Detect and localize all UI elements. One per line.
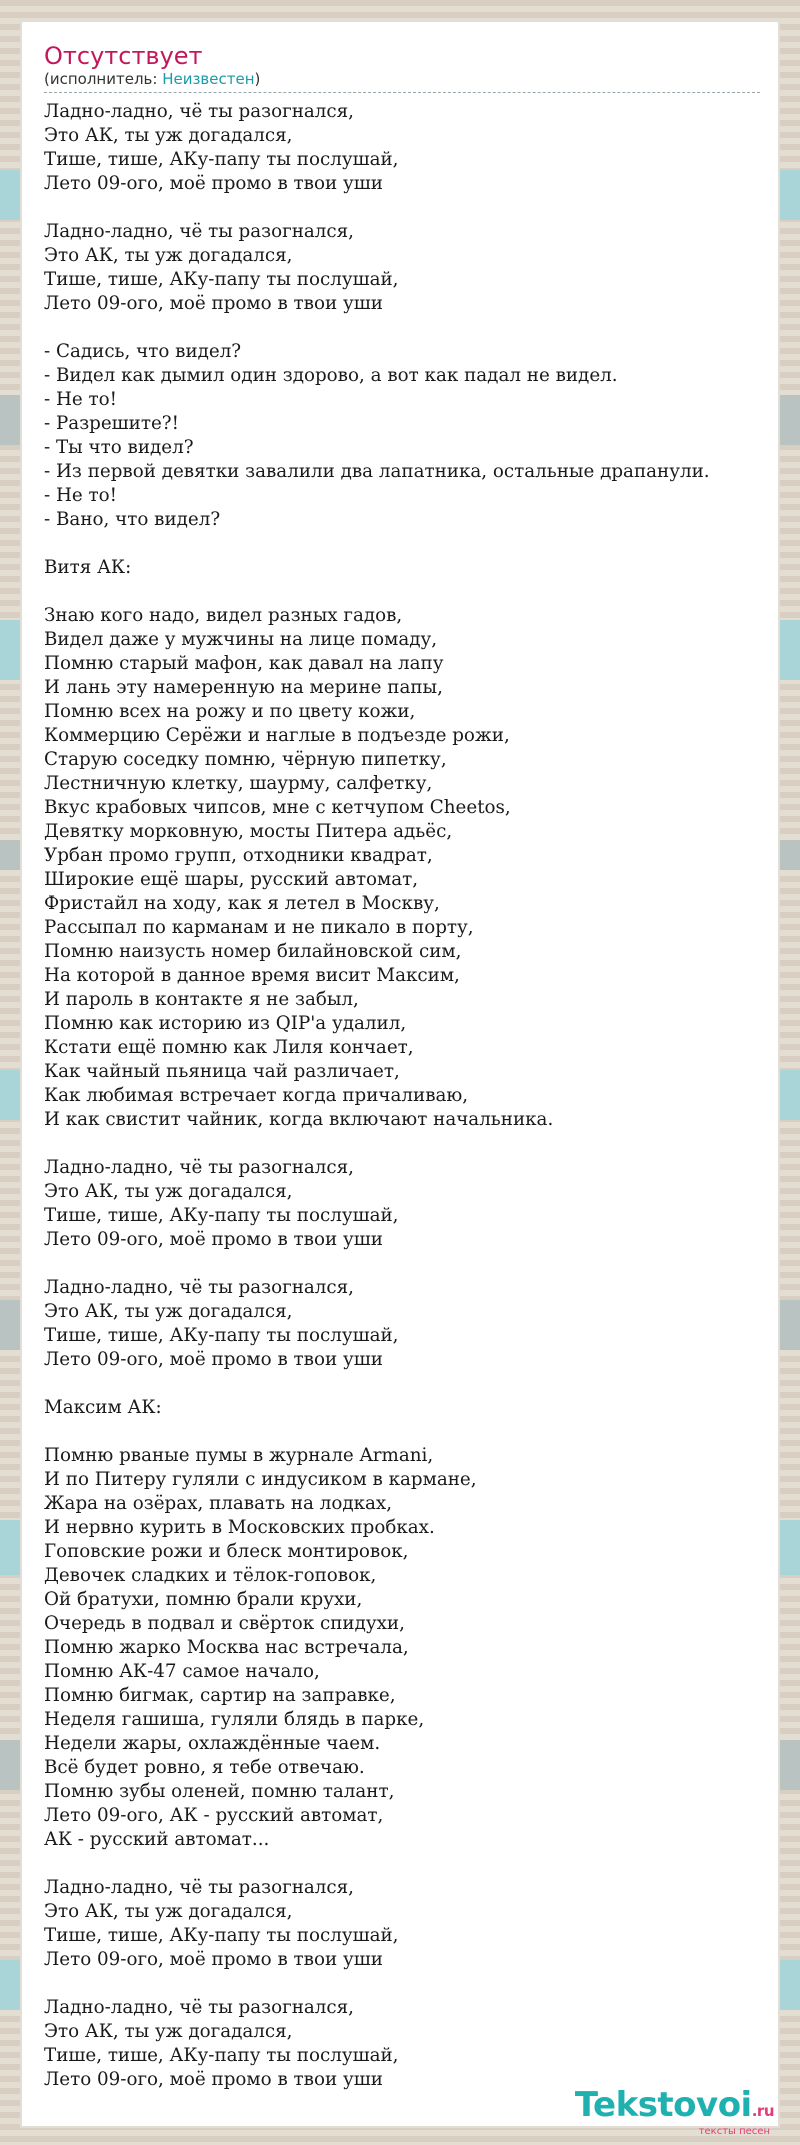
lyric-line: На которой в данное время висит Максим, xyxy=(44,965,460,986)
lyric-line: Тише, тише, АКу-папу ты послушай, xyxy=(44,269,399,290)
lyrics-card xyxy=(20,20,780,2128)
lyric-line: Это АК, ты уж догадался, xyxy=(44,245,293,266)
lyric-line: - Не то! xyxy=(44,485,118,506)
lyric-line: Старую соседку помню, чёрную пипетку, xyxy=(44,749,447,770)
lyric-line: Помню бигмак, сартир на заправке, xyxy=(44,1685,396,1706)
artist-suffix: ) xyxy=(254,70,261,88)
lyric-line: - Из первой девятки завалили два лапатника, остальные драпанули. xyxy=(44,461,710,482)
lyric-line: Ой братухи, помню брали крухи, xyxy=(44,1589,363,1610)
artist-line xyxy=(44,70,760,93)
blank-line xyxy=(44,316,774,340)
blank-line xyxy=(44,1972,774,1996)
logo-tagline: тексты песен xyxy=(698,2126,770,2137)
lyric-line: Коммерцию Серёжи и наглые в подъезде рожи, xyxy=(44,725,510,746)
lyric-line: - Ты что видел? xyxy=(44,437,194,458)
artist-prefix: (исполнитель: xyxy=(44,70,163,88)
lyric-line: Лето 09-ого, моё промо в твои уши xyxy=(44,2069,383,2090)
lyric-line: Девятку морковную, мосты Питера адьёс, xyxy=(44,821,453,842)
lyric-line: Помню АК-47 самое начало, xyxy=(44,1661,320,1682)
lyric-line: Жара на озёрах, плавать на лодках, xyxy=(44,1493,393,1514)
lyric-line: Ладно-ладно, чё ты разогнался, xyxy=(44,1157,354,1178)
lyric-line: Знаю кого надо, видел разных гадов, xyxy=(44,605,403,626)
lyric-line: Рассыпал по карманам и не пикало в порту, xyxy=(44,917,474,938)
blank-line xyxy=(44,196,774,220)
logo-name: Tekstovoi xyxy=(574,2085,752,2125)
lyric-line: И пароль в контакте я не забыл, xyxy=(44,989,359,1010)
blank-line xyxy=(44,580,774,604)
lyric-line: Лето 09-ого, моё промо в твои уши xyxy=(44,1349,383,1370)
lyric-line: Всё будет ровно, я тебе отвечаю. xyxy=(44,1757,365,1778)
lyric-line: Лето 09-ого, моё промо в твои уши xyxy=(44,1229,383,1250)
lyric-line: - Вано, что видел? xyxy=(44,509,221,530)
lyric-line: Ладно-ладно, чё ты разогнался, xyxy=(44,1997,354,2018)
artist-link[interactable]: Неизвестен xyxy=(162,70,255,88)
lyric-line: Как чайный пьяница чай различает, xyxy=(44,1061,400,1082)
lyric-line: Это АК, ты уж догадался, xyxy=(44,2021,293,2042)
lyric-line: И лань эту намеренную на мерине папы, xyxy=(44,677,443,698)
lyric-line: Тише, тише, АКу-папу ты послушай, xyxy=(44,1925,399,1946)
lyric-line: Лестничную клетку, шаурму, салфетку, xyxy=(44,773,433,794)
lyric-line: Девочек сладких и тёлок-гоповок, xyxy=(44,1565,377,1586)
lyric-line: Лето 09-ого, моё промо в твои уши xyxy=(44,1949,383,1970)
lyric-line: Витя АК: xyxy=(44,557,132,578)
lyric-line: Видел даже у мужчины на лице помаду, xyxy=(44,629,438,650)
lyric-line: Ладно-ладно, чё ты разогнался, xyxy=(44,221,354,242)
lyric-line: - Разрешите?! xyxy=(44,413,179,434)
lyric-line: Помню рваные пумы в журнале Armani, xyxy=(44,1445,434,1466)
lyric-line: - Садись, что видел? xyxy=(44,341,242,362)
lyric-line: И нервно курить в Московских пробках. xyxy=(44,1517,435,1538)
lyric-line: Как любимая встречает когда причаливаю, xyxy=(44,1085,469,1106)
lyric-line: Лето 09-ого, моё промо в твои уши xyxy=(44,293,383,314)
lyric-line: И как свистит чайник, когда включают начальника. xyxy=(44,1109,554,1130)
lyric-line: Это АК, ты уж догадался, xyxy=(44,125,293,146)
lyric-line: Кстати ещё помню как Лиля кончает, xyxy=(44,1037,414,1058)
blank-line xyxy=(44,1852,774,1876)
lyric-line: - Не то! xyxy=(44,389,118,410)
lyric-line: Тише, тише, АКу-папу ты послушай, xyxy=(44,1325,399,1346)
lyric-line: Фристайл на ходу, как я летел в Москву, xyxy=(44,893,440,914)
lyric-line: Это АК, ты уж догадался, xyxy=(44,1301,293,1322)
lyric-line: Очередь в подвал и свёрток спидухи, xyxy=(44,1613,405,1634)
lyric-line: АК - русский автомат... xyxy=(44,1829,270,1850)
lyric-line: Вкус крабовых чипсов, мне с кетчупом Cheetos, xyxy=(44,797,511,818)
blank-line xyxy=(44,1372,774,1396)
lyric-line: Тише, тише, АКу-папу ты послушай, xyxy=(44,149,399,170)
lyrics-text xyxy=(44,100,774,2092)
lyric-line: Ладно-ладно, чё ты разогнался, xyxy=(44,101,354,122)
blank-line xyxy=(44,1132,774,1156)
lyric-line: Недели жары, охлаждённые чаем. xyxy=(44,1733,381,1754)
lyric-line: Широкие ещё шары, русский автомат, xyxy=(44,869,419,890)
lyric-line: Лето 09-ого, АК - русский автомат, xyxy=(44,1805,384,1826)
logo-tld: .ru xyxy=(751,2102,774,2120)
lyric-line: Урбан промо групп, отходники квадрат, xyxy=(44,845,433,866)
lyric-line: Гоповские рожи и блеск монтировок, xyxy=(44,1541,409,1562)
lyric-line: Это АК, ты уж догадался, xyxy=(44,1901,293,1922)
lyric-line: Помню наизусть номер билайновской сим, xyxy=(44,941,462,962)
lyric-line: Ладно-ладно, чё ты разогнался, xyxy=(44,1277,354,1298)
lyric-line: Это АК, ты уж догадался, xyxy=(44,1181,293,1202)
lyric-line: Помню жарко Москва нас встречала, xyxy=(44,1637,409,1658)
lyric-line: Ладно-ладно, чё ты разогнался, xyxy=(44,1877,354,1898)
lyric-line: Помню зубы оленей, помню талант, xyxy=(44,1781,395,1802)
lyric-line: Неделя гашиша, гуляли блядь в парке, xyxy=(44,1709,425,1730)
blank-line xyxy=(44,532,774,556)
lyric-line: Помню всех на рожу и по цвету кожи, xyxy=(44,701,416,722)
lyric-line: Тише, тише, АКу-папу ты послушай, xyxy=(44,1205,399,1226)
lyric-line: Помню как историю из QIP'а удалил, xyxy=(44,1013,407,1034)
lyric-line: И по Питеру гуляли с индусиком в кармане, xyxy=(44,1469,477,1490)
lyric-line: Максим АК: xyxy=(44,1397,162,1418)
lyric-line: Лето 09-ого, моё промо в твои уши xyxy=(44,173,383,194)
logo-wordmark xyxy=(574,2085,774,2128)
song-title: Отсутствует xyxy=(44,42,203,70)
song-header xyxy=(44,42,760,93)
blank-line xyxy=(44,1420,774,1444)
lyric-line: - Видел как дымил один здорово, а вот как падал не видел. xyxy=(44,365,618,386)
lyric-line: Тише, тише, АКу-папу ты послушай, xyxy=(44,2045,399,2066)
site-logo[interactable] xyxy=(574,2085,774,2137)
blank-line xyxy=(44,1252,774,1276)
lyric-line: Помню старый мафон, как давал на лапу xyxy=(44,653,444,674)
